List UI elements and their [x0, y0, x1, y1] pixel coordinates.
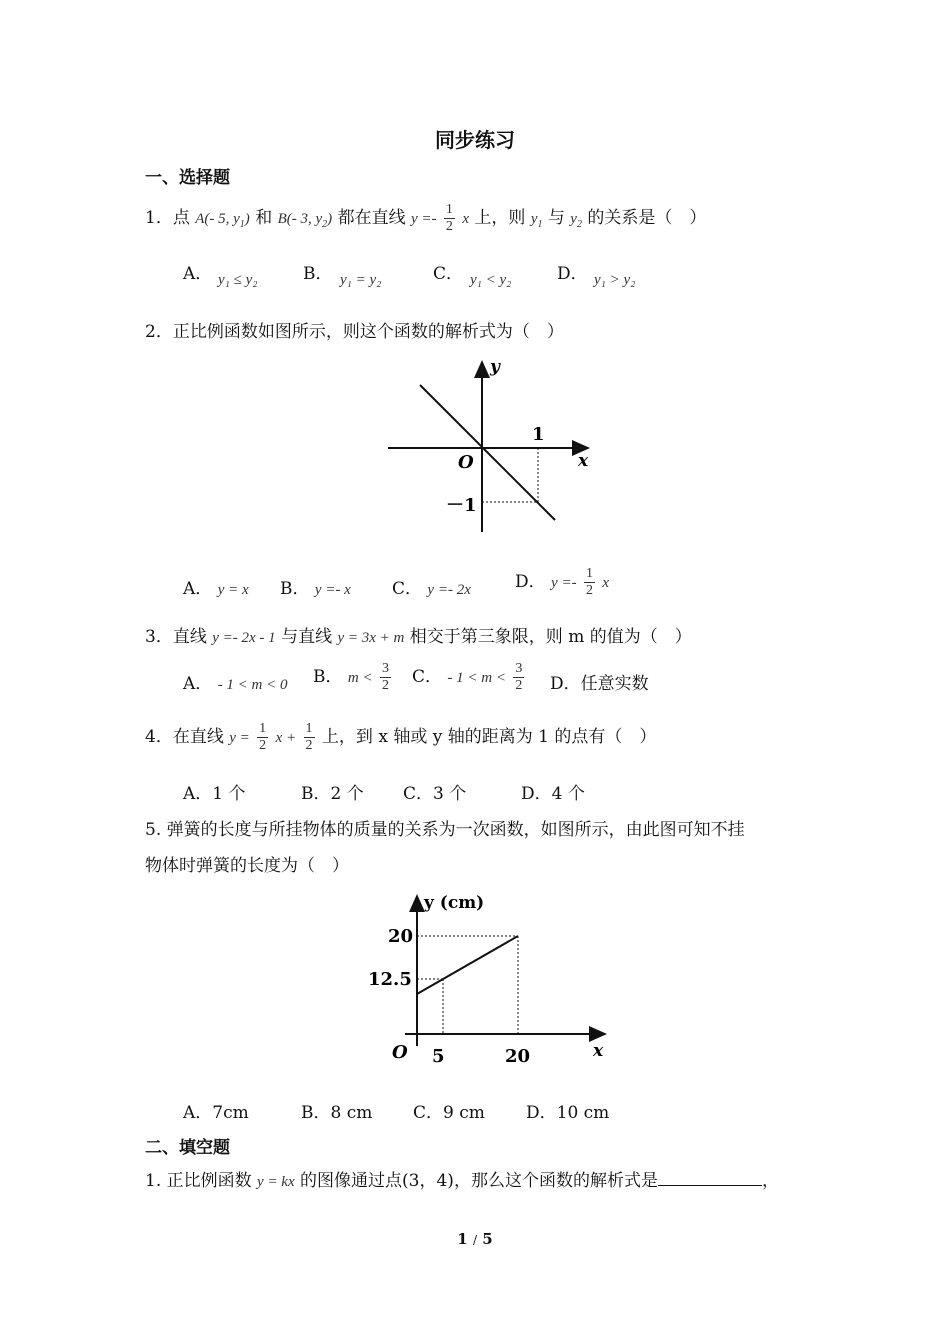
- q2-tick-x: 1: [532, 424, 545, 445]
- q1-option-a-math: y₁ ≤ y₂: [218, 272, 258, 288]
- question-2: 2．正比例函数如图所示，则这个函数的解析式为（ ）: [145, 322, 564, 342]
- q1-text-d: 的关系是（ ）: [587, 208, 707, 228]
- q4-lhs: y =: [229, 730, 250, 746]
- q2-y-label: y: [490, 357, 500, 377]
- q1-line-x: x: [462, 211, 469, 227]
- q5-option-d: D．10 cm: [526, 1103, 610, 1123]
- q5-x-label: x: [593, 1041, 604, 1061]
- page-number: 1 / 5: [457, 1230, 493, 1248]
- q2-option-a: A． y = x: [183, 579, 249, 599]
- q2-option-b-math: y =- x: [314, 582, 351, 598]
- question-5-line-1: 5. 弹簧的长度与所挂物体的质量的关系为一次函数，如图所示，由此图可知不挂: [145, 820, 745, 840]
- q1-text-c: 上，则: [474, 208, 526, 228]
- q3-option-b-fraction: $\frac{3}{2}$: [382, 661, 390, 693]
- q5-function-line: [417, 936, 518, 994]
- q5-x-tick-20: 20: [505, 1046, 531, 1067]
- question-4: 4．在直线 y = $\frac{1}{2}$ x + $\frac{1}{2}$ 上，到 x 轴或 y 轴的距离为 1 的点有（ ）: [145, 721, 657, 753]
- q4-mid: x +: [275, 730, 297, 746]
- q1-option-b-math: y₁ = y₂: [340, 272, 382, 288]
- q2-graph: [380, 350, 600, 540]
- q4-option-c: C．3 个: [403, 784, 467, 804]
- q5-y-tick-12-5: 12.5: [368, 969, 412, 990]
- q2-function-line: [420, 385, 555, 520]
- q1-point-a: A(- 5, $y_1$): [195, 211, 250, 230]
- q4-option-b: B．2 个: [301, 784, 364, 804]
- q4-fraction-2: $\frac{1}{2}$: [305, 721, 313, 753]
- q3-equation-1: y =- 2x - 1: [212, 630, 276, 646]
- q2-option-d-math: y =-: [551, 575, 577, 591]
- q4-option-d: D．4 个: [521, 784, 585, 804]
- q2-option-c-math: y =- 2x: [427, 582, 471, 598]
- q2-origin-label: O: [458, 452, 474, 473]
- q4-fraction-1: $\frac{1}{2}$: [259, 721, 267, 753]
- fill1-answer-blank: [658, 1171, 762, 1186]
- q1-option-a: A．: [183, 264, 213, 284]
- q3-option-b-math: m <: [347, 670, 373, 686]
- q5-graph: [360, 884, 620, 1074]
- q1-y1: $y_1$: [530, 211, 543, 230]
- q1-text-b: 都在直线: [337, 208, 406, 228]
- q1-option-d-math: y₁ > y₂: [594, 272, 636, 288]
- q5-y-label: y (cm): [424, 893, 485, 913]
- q1-fraction: $\frac{1}{2}$: [445, 202, 453, 234]
- q2-option-a-math: y = x: [217, 582, 249, 598]
- q2-x-label: x: [578, 451, 589, 471]
- q3-option-c: C． - 1 < m < $\frac{3}{2}$: [412, 661, 523, 693]
- q5-y-tick-20: 20: [388, 926, 414, 947]
- q1-option-d: D．: [557, 264, 588, 284]
- q3-option-a: A． - 1 < m < 0: [183, 674, 288, 694]
- q2-option-d: D． y =- $\frac{1}{2}$ x: [515, 566, 610, 598]
- q1-y2: $y_2$: [570, 211, 582, 230]
- question-1: [145, 202, 706, 235]
- page-title: 同步练习: [435, 128, 515, 152]
- q2-option-c: C． y =- 2x: [392, 579, 471, 599]
- q5-option-a: A．7cm: [183, 1103, 249, 1123]
- q5-x-tick-5: 5: [432, 1046, 445, 1067]
- q5-option-b: B．8 cm: [301, 1103, 373, 1123]
- q3-option-b: B． m < $\frac{3}{2}$: [313, 661, 390, 693]
- section-heading-fill: 二、填空题: [145, 1138, 230, 1158]
- q5-option-c: C．9 cm: [413, 1103, 485, 1123]
- q1-option-b: B．: [303, 264, 333, 284]
- q3-equation-2: y = 3x + m: [337, 630, 405, 646]
- q3-option-c-fraction: $\frac{3}{2}$: [515, 661, 523, 693]
- question-5-line-2: 物体时弹簧的长度为（ ）: [145, 856, 349, 876]
- q1-option-c-math: y₁ < y₂: [470, 272, 512, 288]
- fill1-equation: y = kx: [257, 1174, 295, 1190]
- q1-point-b: B(- 3, $y_2$): [277, 211, 333, 230]
- q2-tick-y: －1: [446, 495, 477, 516]
- question-3: 3．直线 y =- 2x - 1 与直线 y = 3x + m 相交于第三象限，则 m 的值为（ ）: [145, 627, 692, 647]
- q3-option-a-math: - 1 < m < 0: [217, 677, 288, 693]
- q4-option-a: A．1 个: [183, 784, 246, 804]
- q1-line-lhs: y =-: [410, 211, 437, 227]
- q2-option-d-fraction: $\frac{1}{2}$: [585, 566, 593, 598]
- q3-option-d: D．任意实数: [550, 674, 649, 694]
- q2-option-d-tail: x: [602, 575, 610, 591]
- q1-with: 与: [547, 208, 565, 228]
- section-heading-choice: 一、选择题: [145, 168, 230, 188]
- q2-option-b: B． y =- x: [280, 579, 351, 599]
- q1-text-a: 1．点: [145, 208, 190, 228]
- q1-and: 和: [255, 208, 273, 228]
- q5-origin-label: O: [392, 1042, 408, 1063]
- fill-question-1: 1. 正比例函数 y = kx 的图像通过点(3，4)，那么这个函数的解析式是 ，: [145, 1171, 779, 1191]
- q3-option-c-math: - 1 < m <: [447, 670, 506, 686]
- q1-option-c: C．: [433, 264, 464, 284]
